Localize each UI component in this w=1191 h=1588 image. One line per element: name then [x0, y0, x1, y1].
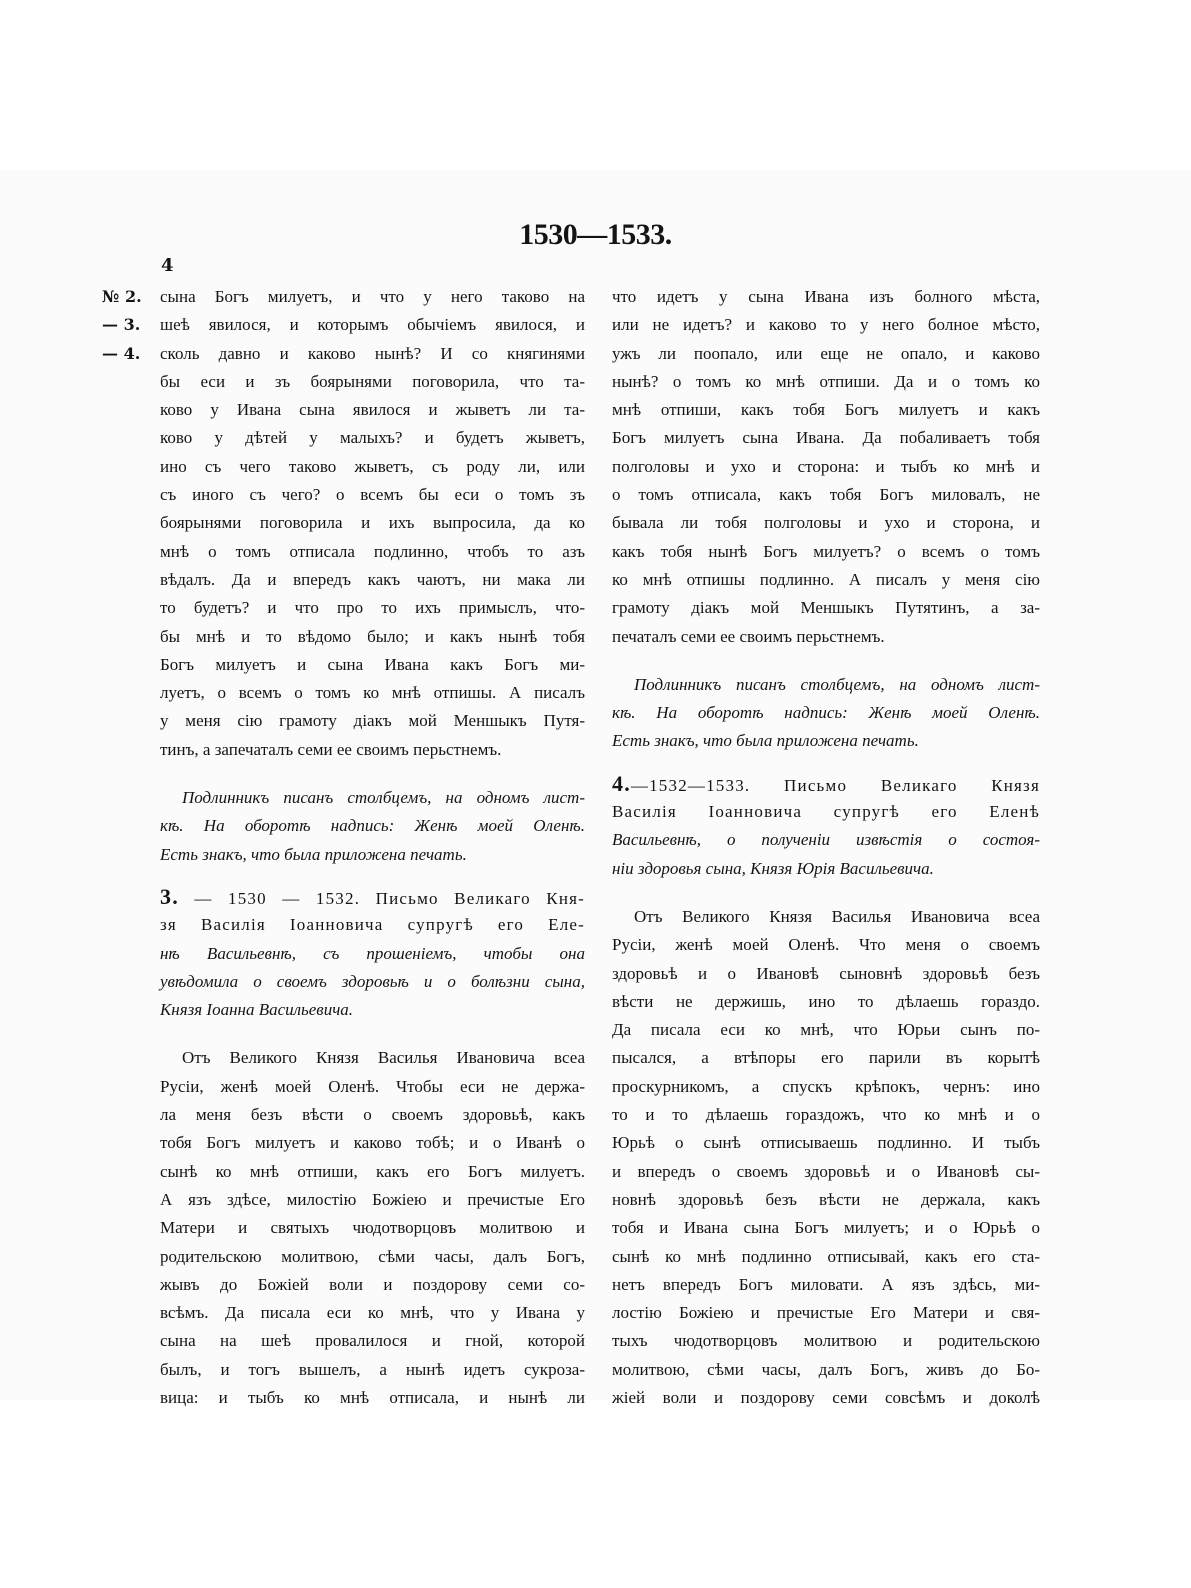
- text-line: ково у дѣтей у малыхъ? и будетъ жыветъ,: [160, 428, 585, 448]
- text-line: то и то дѣлаешь гораздожъ, что ко мнѣ и о: [612, 1105, 1040, 1125]
- text-line: Русіи, женѣ моей Оленѣ. Что меня о своемъ: [612, 935, 1040, 955]
- text-line: вица: и тыбъ ко мнѣ отписала, и нынѣ ли: [160, 1387, 585, 1407]
- text-line: Богъ милуетъ и сына Ивана какъ Богъ ми-: [160, 654, 585, 674]
- text-line: нетъ впередъ Богъ миловати. А язъ здѣсь, ми-: [612, 1274, 1040, 1294]
- text-line: тобя Богъ милуетъ и каково тобѣ; и о Иванѣ о: [160, 1133, 585, 1153]
- text-line: у меня сію грамоту діакъ мой Меншыкъ Путя-: [160, 711, 585, 731]
- document-number-labels: [102, 283, 156, 368]
- text-line: родительскою молитвою, сѣми часы, далъ Богъ,: [160, 1246, 585, 1266]
- note-line: Подлинникъ писанъ столбцемъ, на одномъ лист-: [634, 674, 1040, 694]
- text-line: вѣдалъ. Да и впередъ какъ чаютъ, ни мака ли: [160, 569, 585, 589]
- right-column: [612, 283, 1040, 1412]
- text-line: сына на шеѣ провалилося и гной, которой: [160, 1331, 585, 1351]
- note-line: Есть знакъ, что была приложена печать.: [612, 731, 919, 751]
- text-line: Отъ Великого Князя Василья Ивановича всеа: [182, 1048, 585, 1068]
- letter-3-number: 3.: [160, 883, 179, 909]
- heading-line: Васильевнѣ, о полученіи извѣстія о состоя-: [612, 830, 1040, 850]
- heading-line-text: —1532—1533. Письмо Великаго Князя: [630, 775, 1040, 795]
- margin-label: № 2.: [102, 287, 142, 306]
- letter-2-body: [160, 283, 585, 764]
- spacer: [612, 651, 1040, 671]
- spacer: [160, 764, 585, 784]
- text-line: сына Богъ милуетъ, и что у него таково на: [160, 287, 585, 306]
- left-column: [160, 283, 585, 1412]
- heading-line: Василія Іоанновича супругѣ его Еленѣ: [612, 802, 1040, 822]
- text-line: то будетъ? и что про то ихъ примыслъ, что-: [160, 598, 585, 618]
- letter-3-heading: [160, 883, 585, 1024]
- page-number: 4: [161, 255, 174, 276]
- text-line: лостію Божіею и пречистые Его Матери и свя-: [612, 1303, 1040, 1323]
- text-line: всѣмъ. Да писала еси ко мнѣ, что у Ивана у: [160, 1303, 585, 1323]
- spacer: [612, 883, 1040, 903]
- margin-label: — 4.: [102, 343, 141, 363]
- spacer: [612, 756, 1040, 770]
- text-line: новнѣ здоровьѣ безъ вѣсти не держала, какъ: [612, 1189, 1040, 1209]
- text-line: Отъ Великого Князя Василья Ивановича всеа: [634, 906, 1040, 926]
- text-line: какъ тобя нынѣ Богъ милуетъ? о всемъ о томъ: [612, 541, 1040, 561]
- text-line: ково у Ивана сына явилося и жыветъ ли та-: [160, 400, 585, 420]
- text-line: вѣсти не держишь, ино то дѣлаешь гораздо.: [612, 991, 1040, 1011]
- letter-3-note: [612, 671, 1040, 756]
- heading-line: зя Василія Іоанновича супругѣ его Еле-: [160, 915, 585, 935]
- text-line: боярынями поговорила и ихъ выпросила, да ко: [160, 513, 585, 533]
- text-line: и впередъ о своемъ здоровьѣ и о Ивановѣ сы-: [612, 1161, 1040, 1181]
- text-line: Юрьѣ о сынѣ отписываешь подлинно. И тыбъ: [612, 1133, 1040, 1153]
- text-line: бывала ли тобя полголовы и ухо и сторона, и: [612, 513, 1040, 533]
- text-line: Матери и святыхъ чюдотворцовъ молитвою и: [160, 1218, 585, 1238]
- text-line: тыхъ чюдотворцовъ молитвою и родительскою: [612, 1331, 1040, 1351]
- text-line: сынѣ ко мнѣ отпиши, какъ его Богъ милуетъ.: [160, 1161, 585, 1181]
- text-line: А язъ здѣсе, милостію Божіею и пречистые Его: [160, 1189, 585, 1209]
- text-line: жіей воли и поздорову семи совсѣмъ и доколѣ: [612, 1387, 1040, 1407]
- heading-line: ніи здоровья сына, Князя Юрія Васильевича.: [612, 858, 934, 878]
- spacer: [160, 869, 585, 883]
- text-line: жывъ до Божіей воли и поздорову семи со-: [160, 1274, 585, 1294]
- letter-2-note: [160, 784, 585, 869]
- text-line: съ иного съ чего? о всемъ бы еси о томъ зъ: [160, 485, 585, 505]
- text-line: мнѣ о томъ отписала подлинно, чтобъ то азъ: [160, 541, 585, 561]
- text-line: ко мнѣ отпишы подлинно. А писалъ у меня сію: [612, 569, 1040, 589]
- text-line: здоровьѣ и о Ивановѣ сыновнѣ здоровьѣ безъ: [612, 963, 1040, 983]
- note-line: кѣ. На оборотѣ надпись: Женѣ моей Оленѣ.: [612, 703, 1040, 723]
- text-line: молитвою, сѣми часы, далъ Богъ, живъ до Бо-: [612, 1359, 1040, 1379]
- heading-line-text: — 1530 — 1532. Письмо Великаго Кня-: [194, 888, 585, 908]
- note-line: Подлинникъ писанъ столбцемъ, на одномъ лист-: [182, 788, 585, 808]
- text-line: Богъ милуетъ сына Ивана. Да побаливаетъ тобя: [612, 428, 1040, 448]
- margin-label: — 3.: [102, 315, 141, 335]
- text-line: или не идетъ? и каково то у него болное мѣсто,: [612, 315, 1040, 335]
- text-line: ужъ ли поопало, или еще не опало, и каково: [612, 343, 1040, 363]
- heading-line: увѣдомила о своемъ здоровьѣ и о болѣзни сына,: [160, 971, 585, 991]
- letter-4-body: [612, 903, 1040, 1412]
- text-line: тобя и Ивана сына Богъ милуетъ; и о Юрьѣ о: [612, 1218, 1040, 1238]
- text-line: шеѣ явилося, и которымъ обычіемъ явилося, и: [160, 315, 585, 335]
- text-line: о томъ отписала, какъ тобя Богъ миловалъ, не: [612, 485, 1040, 505]
- letter-4-number: 4.: [612, 770, 631, 796]
- heading-line: нѣ Васильевнѣ, съ прошеніемъ, чтобы она: [160, 943, 585, 963]
- text-line: печаталъ семи ее своимъ перьстнемъ.: [612, 626, 885, 646]
- spacer: [160, 1024, 585, 1044]
- text-line: полголовы и ухо и сторона: и тыбъ ко мнѣ и: [612, 456, 1040, 476]
- text-line: что идетъ у сына Ивана изъ болного мѣста,: [612, 287, 1040, 306]
- text-line: былъ, и тогъ вышелъ, а нынѣ идетъ сукроза-: [160, 1359, 585, 1379]
- letter-4-heading: [612, 770, 1040, 883]
- text-line: ла меня безъ вѣсти о своемъ здоровьѣ, какъ: [160, 1105, 585, 1125]
- text-line: пысался, а втѣпоры его парили въ корытѣ: [612, 1048, 1040, 1068]
- page-header-title: 1530—1533.: [519, 218, 672, 251]
- text-line: нынѣ? о томъ ко мнѣ отпиши. Да и о томъ ко: [612, 371, 1040, 391]
- heading-line: [160, 883, 585, 911]
- letter-3-continuation: [612, 283, 1040, 651]
- note-line: кѣ. На оборотѣ надпись: Женѣ моей Оленѣ.: [160, 816, 585, 836]
- heading-line: Князя Іоанна Васильевича.: [160, 1000, 354, 1020]
- text-line: грамоту діакъ мой Меншыкъ Путятинъ, а за-: [612, 598, 1040, 618]
- note-line: Есть знакъ, что была приложена печать.: [160, 844, 467, 864]
- text-line: Русіи, женѣ моей Оленѣ. Чтобы еси не держа-: [160, 1076, 585, 1096]
- letter-3-body: [160, 1044, 585, 1412]
- text-line: ино съ чего таково жыветъ, съ роду ли, или: [160, 456, 585, 476]
- text-line: бы еси и зъ боярынями поговорила, что та-: [160, 371, 585, 391]
- text-line: мнѣ отпиши, какъ тобя Богъ милуетъ и какъ: [612, 400, 1040, 420]
- text-line: луетъ, о всемъ о томъ ко мнѣ отпишы. А писалъ: [160, 683, 585, 703]
- text-line: сынѣ ко мнѣ подлинно отписывай, какъ его ста-: [612, 1246, 1040, 1266]
- text-line: тинъ, а запечаталъ семи ее своимъ перьстнемъ.: [160, 739, 502, 759]
- text-line: Да писала еси ко мнѣ, что Юрьи сынъ по-: [612, 1020, 1040, 1040]
- heading-line: [612, 770, 1040, 798]
- text-line: сколь давно и каково нынѣ? И со княгинями: [160, 343, 585, 363]
- text-line: проскурникомъ, а спускъ крѣпокъ, чернъ: ино: [612, 1076, 1040, 1096]
- text-line: бы мнѣ и то вѣдомо было; и какъ нынѣ тобя: [160, 626, 585, 646]
